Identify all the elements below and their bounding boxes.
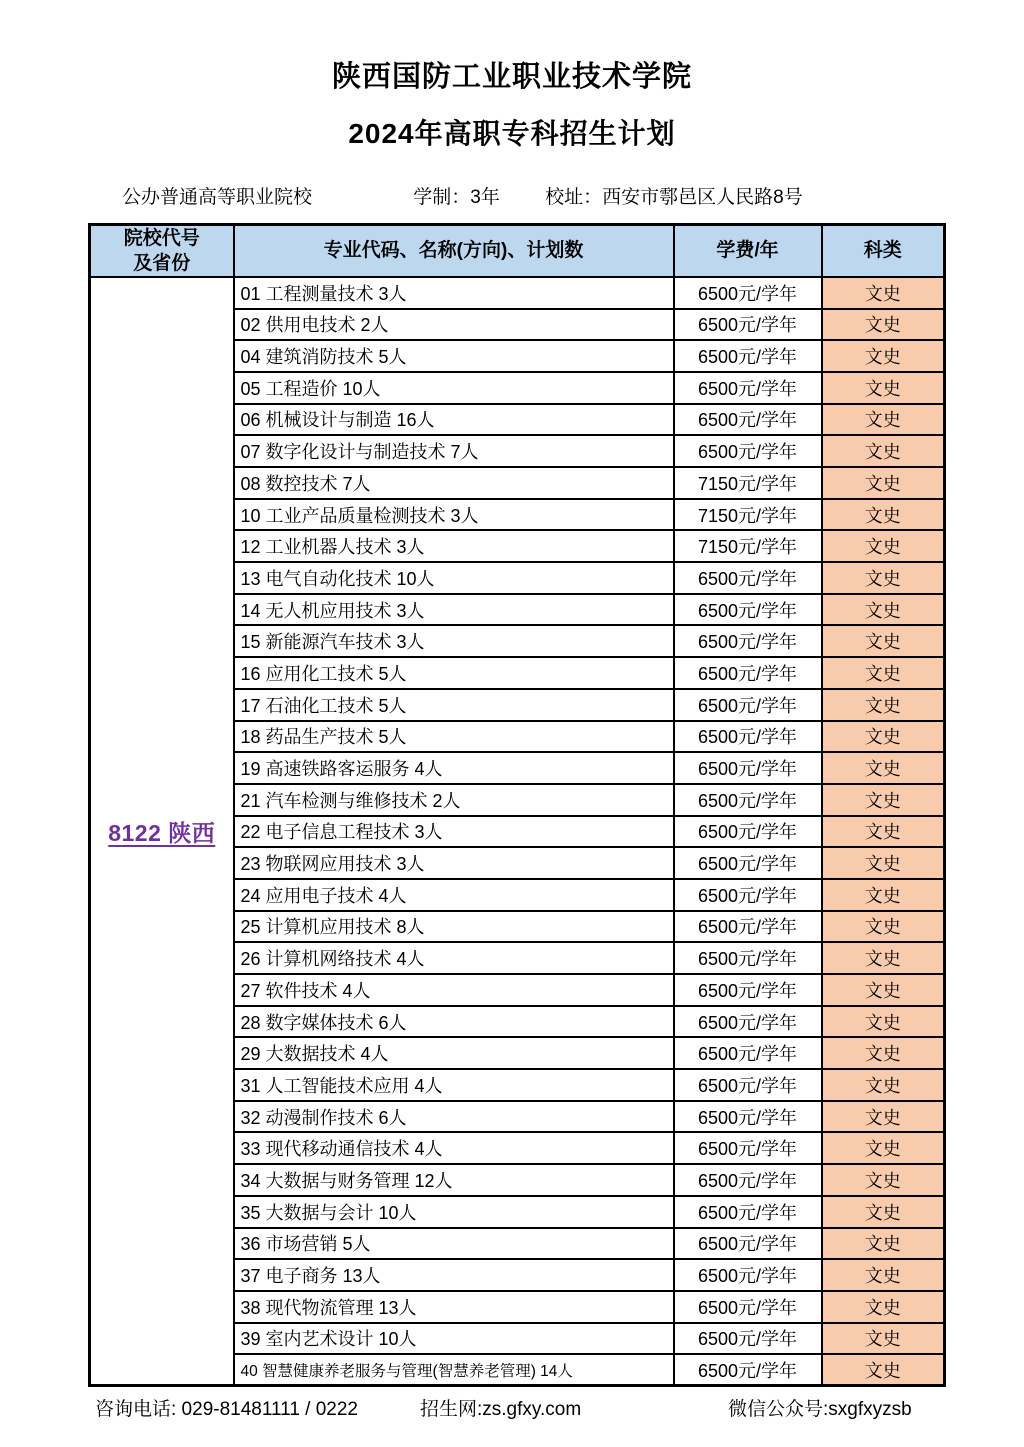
table-row bbox=[90, 277, 945, 309]
tuition-cell: 6500元/学年 bbox=[674, 879, 822, 911]
category-cell: 文史 bbox=[822, 784, 945, 816]
tuition-cell: 6500元/学年 bbox=[674, 309, 822, 341]
category-cell: 文史 bbox=[822, 879, 945, 911]
category-cell: 文史 bbox=[822, 1037, 945, 1069]
major-cell: 40 智慧健康养老服务与管理(智慧养老管理) 14人 bbox=[234, 1354, 674, 1386]
category-cell: 文史 bbox=[822, 340, 945, 372]
major-cell: 15 新能源汽车技术 3人 bbox=[234, 625, 674, 657]
tuition-cell: 6500元/学年 bbox=[674, 277, 822, 309]
tuition-cell: 6500元/学年 bbox=[674, 625, 822, 657]
category-cell: 文史 bbox=[822, 1132, 945, 1164]
major-cell: 04 建筑消防技术 5人 bbox=[234, 340, 674, 372]
category-cell: 文史 bbox=[822, 1228, 945, 1260]
page-title: 陕西国防工业职业技术学院 bbox=[331, 61, 692, 93]
tuition-cell: 6500元/学年 bbox=[674, 435, 822, 467]
tuition-cell: 6500元/学年 bbox=[674, 562, 822, 594]
major-cell: 02 供用电技术 2人 bbox=[234, 309, 674, 341]
major-cell: 33 现代移动通信技术 4人 bbox=[234, 1132, 674, 1164]
major-cell: 01 工程测量技术 3人 bbox=[234, 277, 674, 309]
category-cell: 文史 bbox=[822, 435, 945, 467]
category-cell: 文史 bbox=[822, 404, 945, 436]
category-cell: 文史 bbox=[822, 752, 945, 784]
major-cell: 14 无人机应用技术 3人 bbox=[234, 594, 674, 626]
major-cell: 31 人工智能技术应用 4人 bbox=[234, 1069, 674, 1101]
tuition-cell: 6500元/学年 bbox=[674, 816, 822, 848]
category-cell: 文史 bbox=[822, 594, 945, 626]
major-cell: 22 电子信息工程技术 3人 bbox=[234, 816, 674, 848]
school-info-line bbox=[122, 182, 1024, 209]
major-cell: 16 应用化工技术 5人 bbox=[234, 657, 674, 689]
major-cell: 21 汽车检测与维修技术 2人 bbox=[234, 784, 674, 816]
category-cell: 文史 bbox=[822, 721, 945, 753]
category-cell: 文史 bbox=[822, 689, 945, 721]
tuition-cell: 6500元/学年 bbox=[674, 974, 822, 1006]
tuition-cell: 6500元/学年 bbox=[674, 721, 822, 753]
tuition-cell: 7150元/学年 bbox=[674, 467, 822, 499]
category-cell: 文史 bbox=[822, 1069, 945, 1101]
major-cell: 39 室内艺术设计 10人 bbox=[234, 1323, 674, 1355]
category-cell: 文史 bbox=[822, 309, 945, 341]
category-cell: 文史 bbox=[822, 499, 945, 531]
tuition-cell: 6500元/学年 bbox=[674, 1037, 822, 1069]
major-cell: 12 工业机器人技术 3人 bbox=[234, 530, 674, 562]
tuition-cell: 6500元/学年 bbox=[674, 1259, 822, 1291]
tuition-cell: 6500元/学年 bbox=[674, 372, 822, 404]
tuition-cell: 6500元/学年 bbox=[674, 689, 822, 721]
admission-plan-table bbox=[88, 223, 946, 1388]
wechat-account: 微信公众号:sxgfxyzsb bbox=[728, 1399, 912, 1420]
category-cell: 文史 bbox=[822, 467, 945, 499]
table-header-row bbox=[90, 224, 945, 277]
major-cell: 26 计算机网络技术 4人 bbox=[234, 942, 674, 974]
category-cell: 文史 bbox=[822, 1196, 945, 1228]
major-cell: 08 数控技术 7人 bbox=[234, 467, 674, 499]
major-cell: 34 大数据与财务管理 12人 bbox=[234, 1164, 674, 1196]
category-cell: 文史 bbox=[822, 942, 945, 974]
major-cell: 24 应用电子技术 4人 bbox=[234, 879, 674, 911]
major-cell: 27 软件技术 4人 bbox=[234, 974, 674, 1006]
header-category: 科类 bbox=[822, 224, 945, 277]
tuition-cell: 6500元/学年 bbox=[674, 1196, 822, 1228]
tuition-cell: 6500元/学年 bbox=[674, 1323, 822, 1355]
category-cell: 文史 bbox=[822, 974, 945, 1006]
major-cell: 36 市场营销 5人 bbox=[234, 1228, 674, 1260]
tuition-cell: 6500元/学年 bbox=[674, 1164, 822, 1196]
tuition-cell: 6500元/学年 bbox=[674, 1101, 822, 1133]
tuition-cell: 6500元/学年 bbox=[674, 1291, 822, 1323]
category-cell: 文史 bbox=[822, 562, 945, 594]
category-cell: 文史 bbox=[822, 1291, 945, 1323]
major-cell: 28 数字媒体技术 6人 bbox=[234, 1006, 674, 1038]
category-cell: 文史 bbox=[822, 1259, 945, 1291]
category-cell: 文史 bbox=[822, 372, 945, 404]
tuition-cell: 6500元/学年 bbox=[674, 847, 822, 879]
category-cell: 文史 bbox=[822, 816, 945, 848]
category-cell: 文史 bbox=[822, 530, 945, 562]
tuition-cell: 6500元/学年 bbox=[674, 594, 822, 626]
table-body bbox=[90, 277, 945, 1386]
category-cell: 文史 bbox=[822, 1006, 945, 1038]
header-major: 专业代码、名称(方向)、计划数 bbox=[234, 224, 674, 277]
college-code: 8122 陕西 bbox=[108, 819, 216, 846]
major-cell: 05 工程造价 10人 bbox=[234, 372, 674, 404]
category-cell: 文史 bbox=[822, 847, 945, 879]
tuition-cell: 6500元/学年 bbox=[674, 942, 822, 974]
footer bbox=[0, 1394, 1024, 1424]
contact-phone: 咨询电话: 029-81481111 / 0222 bbox=[95, 1399, 358, 1420]
college-code-cell bbox=[90, 277, 234, 1386]
tuition-cell: 7150元/学年 bbox=[674, 499, 822, 531]
tuition-cell: 6500元/学年 bbox=[674, 1354, 822, 1386]
header-tuition: 学费/年 bbox=[674, 224, 822, 277]
major-cell: 06 机械设计与制造 16人 bbox=[234, 404, 674, 436]
school-address-label: 校址：西安市鄠邑区人民路8号 bbox=[545, 186, 803, 208]
major-cell: 10 工业产品质量检测技术 3人 bbox=[234, 499, 674, 531]
tuition-cell: 6500元/学年 bbox=[674, 340, 822, 372]
major-cell: 07 数字化设计与制造技术 7人 bbox=[234, 435, 674, 467]
header-college-code bbox=[90, 224, 234, 277]
major-cell: 32 动漫制作技术 6人 bbox=[234, 1101, 674, 1133]
header-college-code-line2: 及省份 bbox=[133, 252, 191, 274]
category-cell: 文史 bbox=[822, 1354, 945, 1386]
tuition-cell: 6500元/学年 bbox=[674, 404, 822, 436]
major-cell: 13 电气自动化技术 10人 bbox=[234, 562, 674, 594]
tuition-cell: 6500元/学年 bbox=[674, 911, 822, 943]
major-cell: 38 现代物流管理 13人 bbox=[234, 1291, 674, 1323]
tuition-cell: 7150元/学年 bbox=[674, 530, 822, 562]
tuition-cell: 6500元/学年 bbox=[674, 784, 822, 816]
tuition-cell: 6500元/学年 bbox=[674, 752, 822, 784]
category-cell: 文史 bbox=[822, 277, 945, 309]
major-cell: 17 石油化工技术 5人 bbox=[234, 689, 674, 721]
admission-website: 招生网:zs.gfxy.com bbox=[420, 1399, 582, 1420]
category-cell: 文史 bbox=[822, 1323, 945, 1355]
tuition-cell: 6500元/学年 bbox=[674, 1069, 822, 1101]
tuition-cell: 6500元/学年 bbox=[674, 657, 822, 689]
major-cell: 18 药品生产技术 5人 bbox=[234, 721, 674, 753]
header-college-code-line1: 院校代号 bbox=[123, 227, 200, 249]
tuition-cell: 6500元/学年 bbox=[674, 1228, 822, 1260]
major-cell: 23 物联网应用技术 3人 bbox=[234, 847, 674, 879]
category-cell: 文史 bbox=[822, 657, 945, 689]
page-subtitle: 2024年高职专科招生计划 bbox=[348, 117, 676, 149]
major-cell: 25 计算机应用技术 8人 bbox=[234, 911, 674, 943]
category-cell: 文史 bbox=[822, 625, 945, 657]
major-cell: 19 高速铁路客运服务 4人 bbox=[234, 752, 674, 784]
major-cell: 37 电子商务 13人 bbox=[234, 1259, 674, 1291]
major-cell: 29 大数据技术 4人 bbox=[234, 1037, 674, 1069]
tuition-cell: 6500元/学年 bbox=[674, 1132, 822, 1164]
category-cell: 文史 bbox=[822, 1101, 945, 1133]
category-cell: 文史 bbox=[822, 911, 945, 943]
school-type-label: 公办普通高等职业院校 bbox=[122, 186, 313, 208]
study-duration-label: 学制：3年 bbox=[413, 186, 500, 208]
tuition-cell: 6500元/学年 bbox=[674, 1006, 822, 1038]
category-cell: 文史 bbox=[822, 1164, 945, 1196]
major-cell: 35 大数据与会计 10人 bbox=[234, 1196, 674, 1228]
